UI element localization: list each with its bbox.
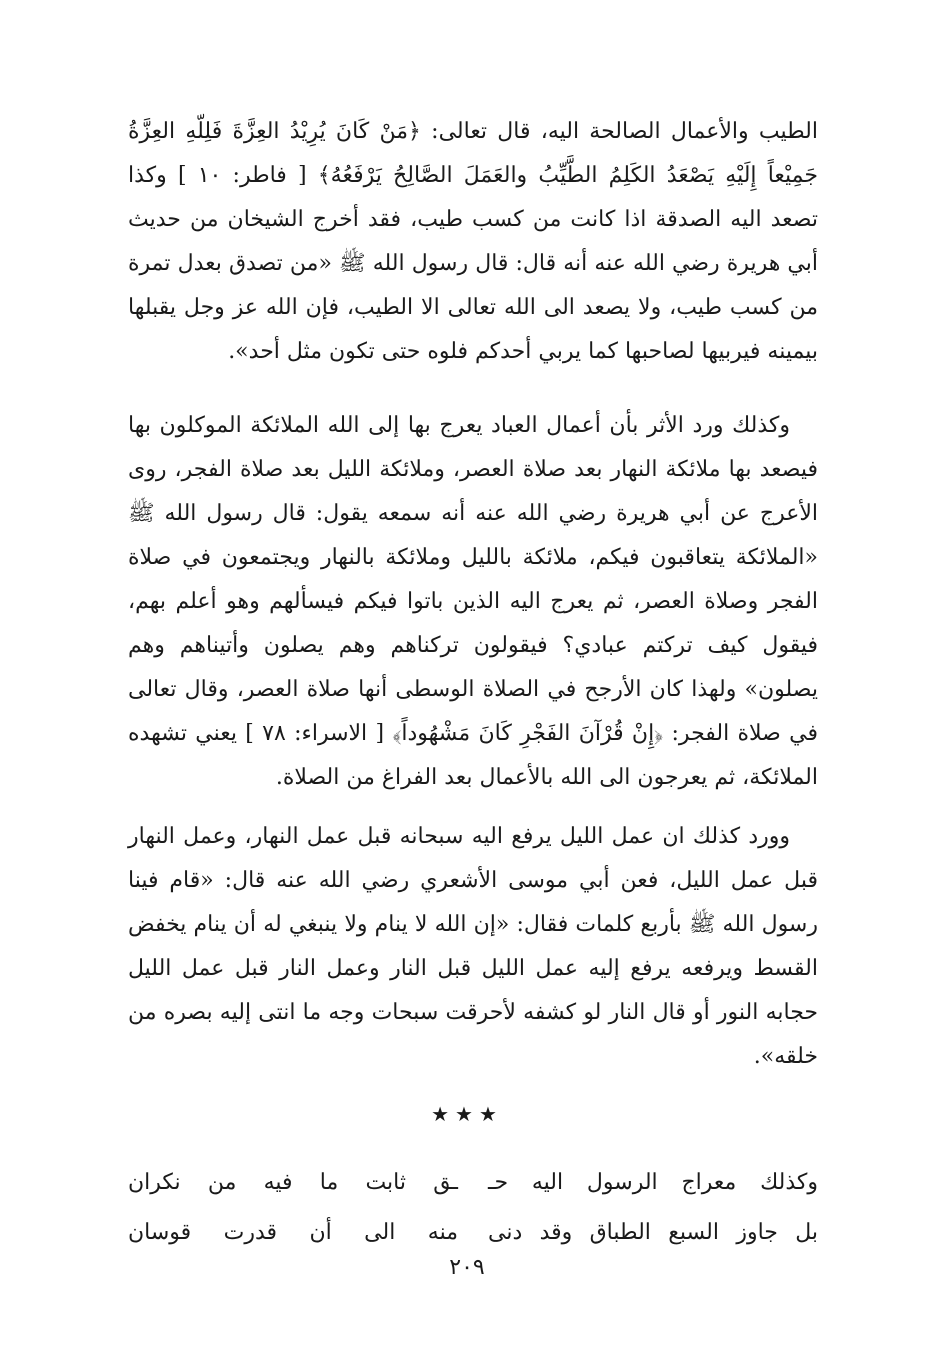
page-number: ٢٠٩ <box>449 1255 485 1280</box>
paragraph-text: وورد كذلك ان عمل الليل يرفع اليه سبحانه قبل عمل النهار، وعمل النهار قبل عمل الليل، فعن أبي موسى الأشعري رضي الله عنه قال: «قام فينا رسول الله ﷺ بأربع كلمات فقال: «إن الله لا ينام ولا ينبغي له أن ينام يخفض القسط ويرفعه يرفع إليه عمل الليل قبل النار وعمل النار قبل عمل الليل حجابه النور أو قال النار لو كشفه لأحرقت سبحات وجه ما انتى إليه بصره من خلقه». <box>128 824 818 1069</box>
paragraph-text: وكذلك ورد الأثر بأن أعمال العباد يعرج بها إلى الله الملائكة الموكلون بها فيصعد بها ملائكة النهار بعد صلاة العصر، وملائكة الليل بعد صلاة الفجر، روى الأعرج عن أبي هريرة رضي الله عنه أنه سمعه يقول: قال رسول الله ﷺ «الملائكة يتعاقبون فيكم، ملائكة بالليل وملائكة بالنهار ويجتمعون في صلاة الفجر وصلاة العصر، ثم يعرج اليه الذين باتوا فيكم فيسألهم وهو أعلم بهم، فيقول كيف تركتم عبادي؟ فيقولون تركناهم وهم يصلون وأتيناهم وهم يصلون» ولهذا كان الأرجح في الصلاة الوسطى أنها صلاة العصر، وقال تعالى في صلاة الفجر: ﴿إِنْ قُرْآنَ الفَجْرِ كَانَ مَشْهُوداً﴾ [ الاسراء: ٧٨ ] يعني تشهده الملائكة، ثم يعرجون الى الله بالأعمال بعد الفراغ من الصلاة. <box>128 413 818 790</box>
poem-second-hemistich: منه الى أن قدرت قوسان <box>128 1220 458 1245</box>
poem-verse-2 <box>128 1208 818 1258</box>
poem-second-hemistich: ـق ثابت ما فيه من نكران <box>128 1170 458 1195</box>
poem <box>128 1158 818 1258</box>
paragraph-text: الطيب والأعمال الصالحة اليه، قال تعالى: ﴿مَنْ كَانَ يُرِيْدُ العِزَّةَ فَلِلّهِ العِزَّةُ جَمِيْعاً إِلَيْهِ يَصْعَدُ الكَلِمُ الطَّيِّبُ والعَمَلَ الصَّالِحُ يَرْفَعُهُ﴾ [ فاطر: ١٠ ] وكذا تصعد اليه الصدقة اذا كانت من كسب طيب، فقد أخرج الشيخان من حديث أبي هريرة رضي الله عنه أنه قال: قال رسول الله ﷺ «من تصدق بعدل تمرة من كسب طيب، ولا يصعد الى الله تعالى الا الطيب، فإن الله عز وجل يقبلها بيمينه فيربيها لصاحبها كما يربي أحدكم فلوه حتى تكون مثل أحد». <box>128 119 818 364</box>
poem-first-hemistich: وكذلك معراج الرسول اليه حـ <box>488 1170 818 1195</box>
paragraph-1 <box>128 110 818 374</box>
section-separator: ★★★ <box>431 1102 503 1126</box>
paragraph-2 <box>128 404 818 800</box>
paragraph-3 <box>128 815 818 1079</box>
poem-verse-1 <box>128 1158 818 1208</box>
poem-first-hemistich: بل جاوز السبع الطباق وقد دنى <box>488 1220 818 1245</box>
